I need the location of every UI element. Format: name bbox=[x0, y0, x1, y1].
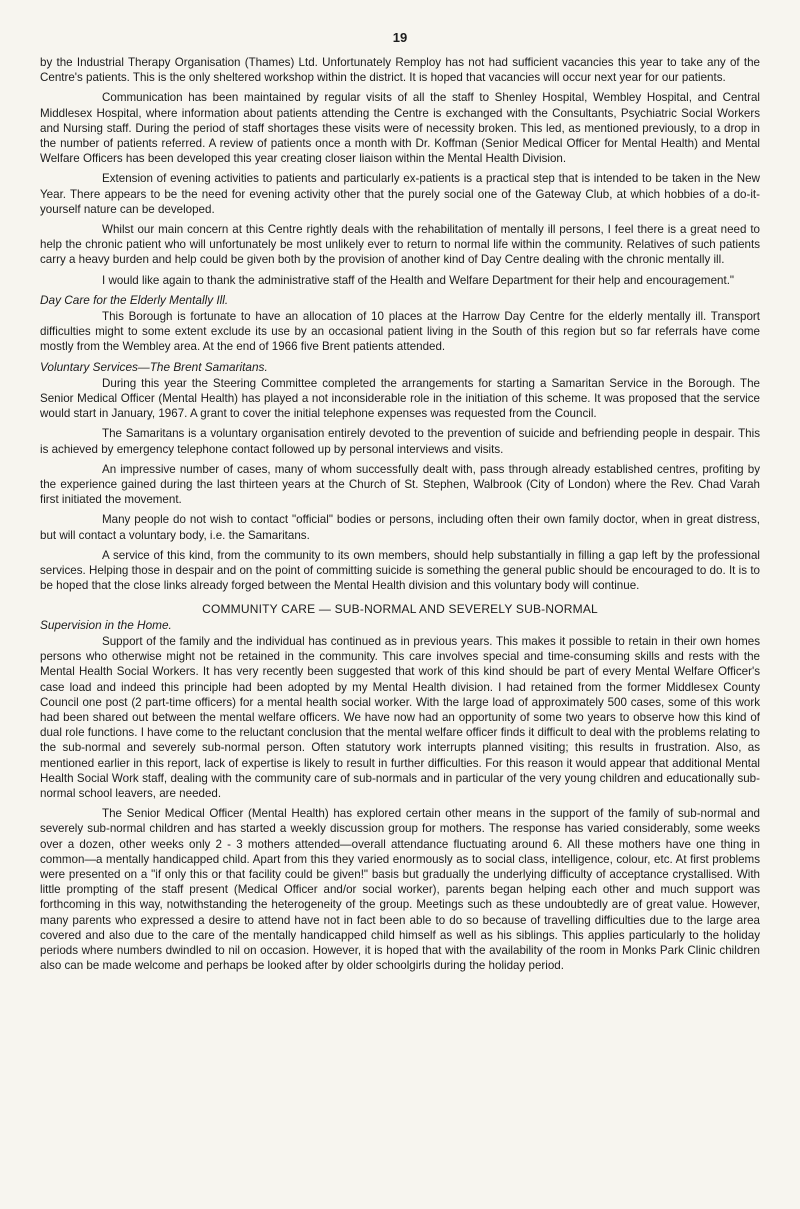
paragraph-samaritan-service: During this year the Steering Committee completed the arrangements for starting a Samaritan Service in the Borough. The Senior Medical Officer (Mental Health) has played a not inconsiderable role in the initiation of this scheme. It was proposed that the service would start in January, 1967. A grant to cover the initial telephone expenses was requested from the Council. bbox=[40, 376, 760, 421]
paragraph-communication: Communication has been maintained by regular visits of all the staff to Shenley Hospital, Wembley Hospital, and Central Middlesex Hospital, where information about patients attending the Centre is exchanged with the Consultants, Psychiatric Social Workers and Nursing staff. During the period of staff shortages these visits were of necessity broken. This led, as mentioned previously, to a drop in the number of patients referred. A review of patients once a month with Dr. Koffman (Senior Medical Officer for Mental Health) and Mental Welfare Officers has been developed this year creating closer liaison within the Mental Health Division. bbox=[40, 91, 760, 166]
paragraph-official-bodies: Many people do not wish to contact "official" bodies or persons, including often their own family doctor, when in great distress, but will contact a voluntary body, i.e. the Samaritans. bbox=[40, 513, 760, 542]
section-heading-day-care: Day Care for the Elderly Mentally Ill. bbox=[40, 292, 229, 307]
paragraph-established-centres: An impressive number of cases, many of whom successfully dealt with, pass through already established centres, profiting by the experience gained during the last thirteen years at the Church of St. Stephen, Walbrook (City of London) where the Rev. Chad Varah first initiated the movement. bbox=[40, 462, 760, 507]
paragraph-discussion-group: The Senior Medical Officer (Mental Health) has explored certain other means in the support of the family of sub-normal and severely sub-normal children and has started a weekly discussion group for mothers. The response has varied considerably, some weeks over a dozen, other weeks only 2 - 3 mothers attended—overall attendance fluctuating around 6. All these mothers have one thing in common—a mentally handicapped child. Apart from this they varied enormously as to social class, intelligence, colour, etc. At first problems were presented on a "if only this or that facility could be given!" basis but gradually the underlying difficulty of acceptance crystallised. With little prompting of the staff present (Medical Officer and/or social worker), parents began helping each other and much support was forthcoming in this way, notwithstanding the heterogeneity of the group. Meetings such as these undoubtedly are of great value. However, many parents who expressed a desire to attend have not in fact been able to do so because of travelling difficulties due to the large area covered and also due to the care of the mentally handicapped child himself as well as his siblings. This applies particularly to the holiday periods where numbers dwindled to nil on occasion. However, it is hoped that with the availability of the room in Monks Park Clinic children also can be made welcome and perhaps be looked after by older schoolgirls during the holiday period. bbox=[40, 807, 760, 973]
section-heading-voluntary-services: Voluntary Services—The Brent Samaritans. bbox=[40, 359, 268, 374]
paragraph-family-support: Support of the family and the individual has continued as in previous years. This makes it possible to retain in their own homes persons who otherwise might not be retained in the community. This care involves special and time-consuming skills and rests with the Mental Health Social Workers. It has very recently been suggested that work of this kind should be part of every Mental Welfare Officer's case load and indeed this principle had been adopted by my Mental Health division. I had retained from the former Middlesex County Council one post (2 part-time officers) for a mental health social worker. With the large load of approximately 500 cases, some of this work had been shared out between the mental welfare officers. We have now had an opportunity of some two years to observe how this kind of dual role functions. I have come to the reluctant conclusion that the mental welfare officer finds it difficult to deal with the problems relating to the sub-normal and severely sub-normal person. Often statutory work interrupts planned visiting; this results in frustration. Also, as mentioned earlier in this report, lack of expertise is likely to result in further difficulties. For this reason it would appear that additional Mental Health Social Work staff, dealing with the community care of sub-normals and in particular of the very young children and educationally sub-normal school leavers, are needed. bbox=[40, 634, 760, 800]
subsection-heading-supervision: Supervision in the Home. bbox=[40, 617, 172, 632]
section-heading-community-care: COMMUNITY CARE — SUB-NORMAL AND SEVERELY SUB-NORMAL bbox=[202, 601, 598, 616]
paragraph-thanks: I would like again to thank the administrative staff of the Health and Welfare Department for their help and encouragement." bbox=[102, 273, 735, 287]
paragraph-day-care: This Borough is fortunate to have an allocation of 10 places at the Harrow Day Centre for the elderly mentally ill. Transport difficulties might to some extent exclude its use by an occasional patient living in the South of this region but so far referrals have come mostly from the Wembley area. At the end of 1966 five Brent patients attended. bbox=[40, 310, 760, 354]
paragraph-evening-activities: Extension of evening activities to patients and particularly ex-patients is a practical step that is intended to be taken in the New Year. There appears to be the need for evening activity other that the purely social one of the Gateway Club, at which hobbies of a do-it-yourself nature can be developed. bbox=[40, 172, 760, 216]
page-number: 19 bbox=[392, 30, 408, 45]
paragraph-community-service: A service of this kind, from the community to its own members, should help substantially in filling a gap left by the professional services. Helping those in despair and on the point of committing suicide is something the general public should be encouraged to do. It is to be hoped that the close links already forged between the Mental Health division and this voluntary body will continue. bbox=[40, 548, 760, 593]
paragraph-continuation: by the Industrial Therapy Organisation (Thames) Ltd. Unfortunately Remploy has not had sufficient vacancies this year to take any of the Centre's patients. This is the only sheltered workshop within the district. It is hoped that vacancies will occur next year for our patients. bbox=[40, 56, 760, 85]
paragraph-samaritans-organisation: The Samaritans is a voluntary organisation entirely devoted to the prevention of suicide and befriending people in despair. This is achieved by emergency telephone contact followed up by personal interviews and visits. bbox=[40, 427, 760, 456]
paragraph-chronic-patients: Whilst our main concern at this Centre rightly deals with the rehabilitation of mentally ill persons, I feel there is a great need to help the chronic patient who will unfortunately be most unlikely ever to return to normal life within the community. Relatives of such patients carry a heavy burden and help could be given both by the provision of another kind of Day Centre dealing with the chronic mentally ill. bbox=[40, 223, 760, 267]
